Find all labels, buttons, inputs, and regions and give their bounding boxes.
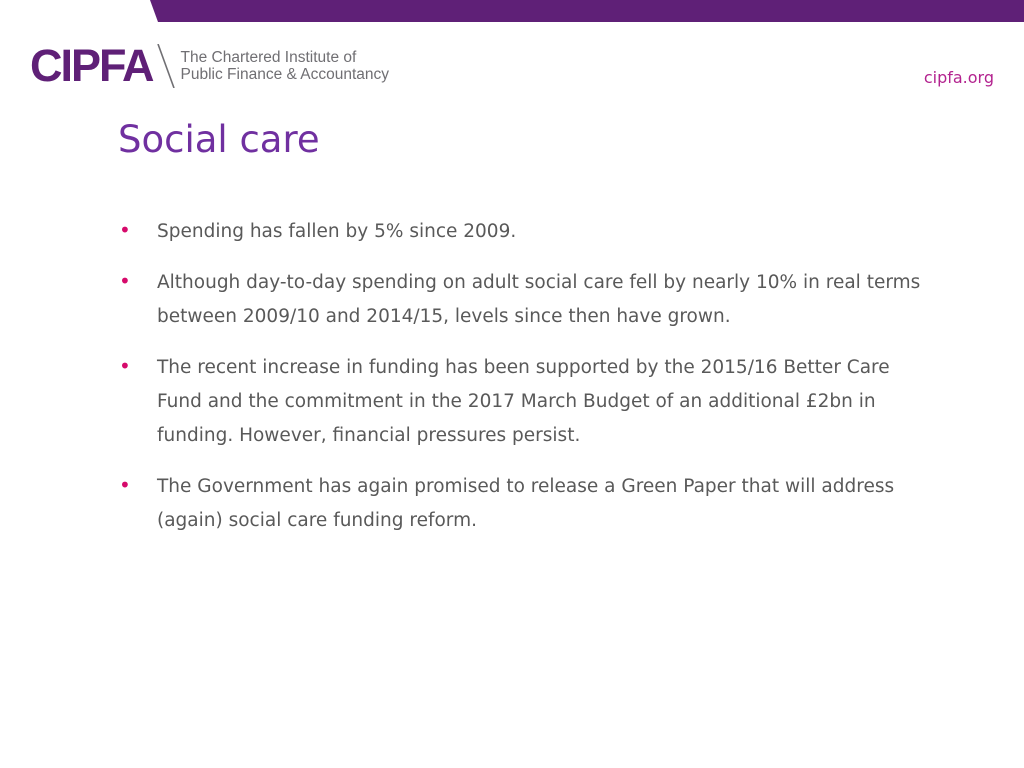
bullet-item xyxy=(118,351,938,453)
bullet-text: The Government has again promised to release a Green Paper that will address (again) social care funding reform. xyxy=(157,476,895,531)
bullet-item xyxy=(118,470,938,538)
bullet-icon: • xyxy=(119,473,131,497)
logo-divider-slash xyxy=(155,44,177,88)
bullet-icon: • xyxy=(119,269,131,293)
cipfa-logo xyxy=(30,40,390,91)
logo-tagline-line2: Public Finance & Accountancy xyxy=(180,66,390,83)
bullet-icon: • xyxy=(119,218,131,242)
bullet-text: Although day-to-day spending on adult social care fell by nearly 10% in real terms between 2009/10 and 2014/15, levels since then have grown. xyxy=(157,272,921,327)
bullet-list xyxy=(118,215,938,555)
header-band xyxy=(0,0,1024,22)
logo-tagline-line1: The Chartered Institute of xyxy=(180,49,357,66)
bullet-item xyxy=(118,215,938,249)
bullet-item xyxy=(118,266,938,334)
logo-wordmark: CIPFA xyxy=(30,40,153,91)
logo-tagline xyxy=(181,49,390,83)
bullet-text: Spending has fallen by 5% since 2009. xyxy=(157,221,517,242)
bullet-icon: • xyxy=(119,354,131,378)
website-url: cipfa.org xyxy=(923,68,994,87)
slide-title: Social care xyxy=(118,118,320,161)
bullet-text: The recent increase in funding has been supported by the 2015/16 Better Care Fund and the commitment in the 2017 March Budget of an additional £2bn in funding. However, financial pressures persist. xyxy=(157,357,890,446)
